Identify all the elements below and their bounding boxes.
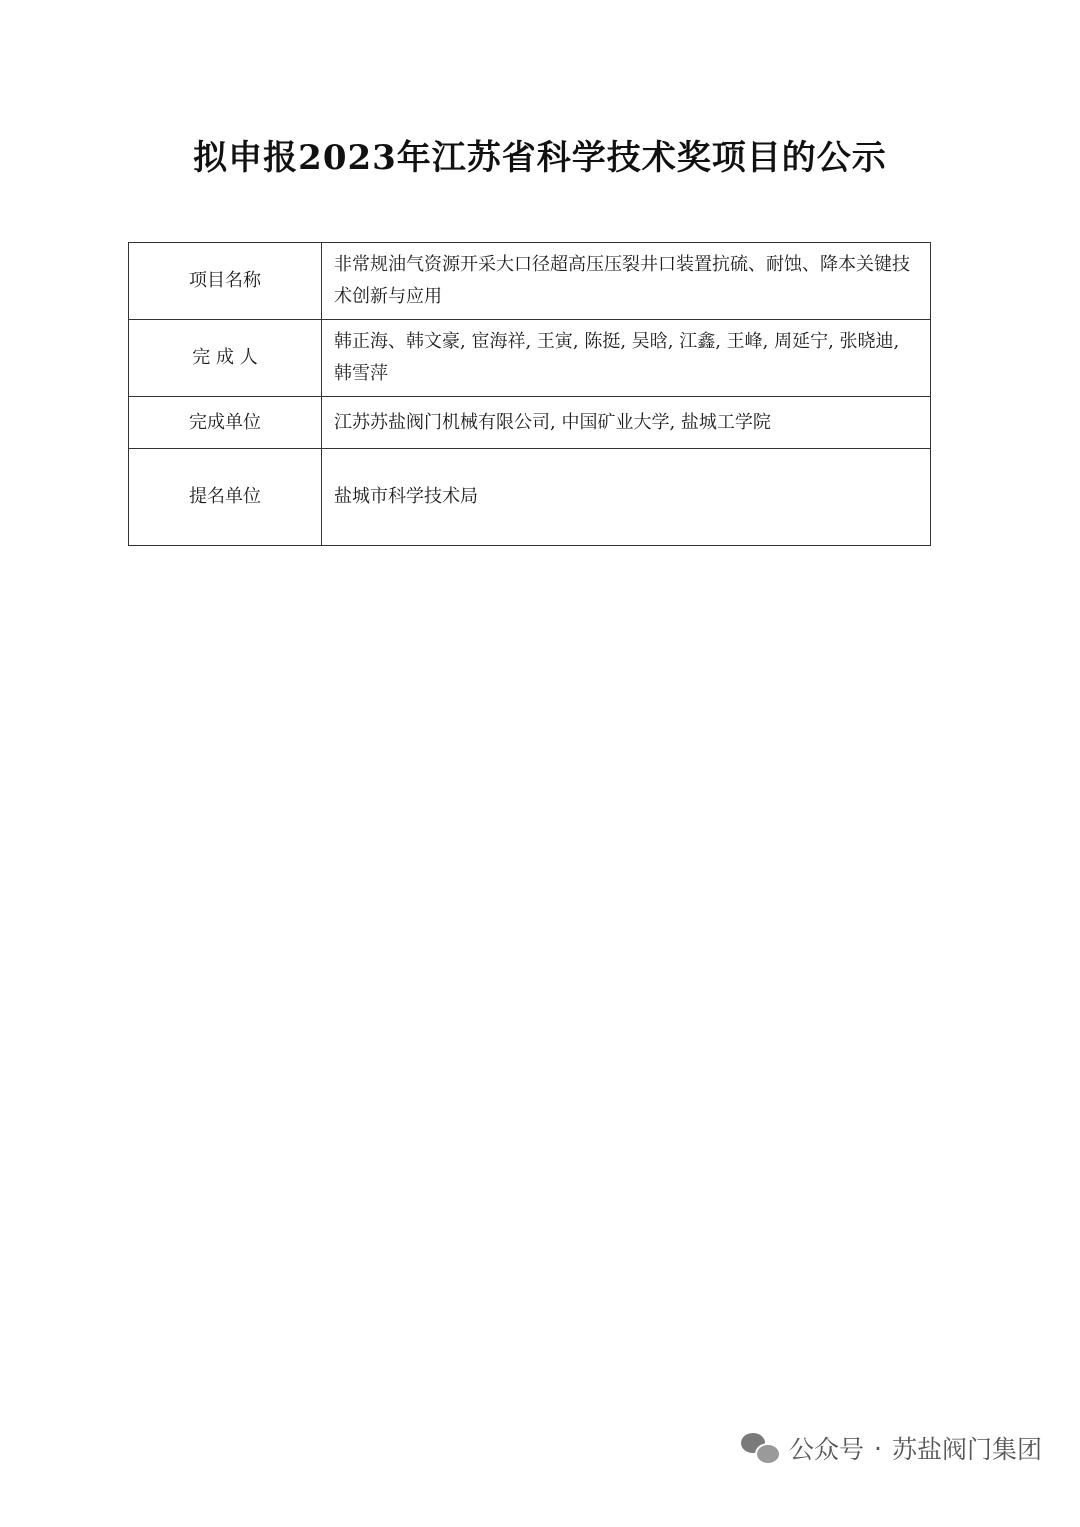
table-row-nominating-unit [129, 449, 931, 546]
completers-label: 完 成 人 [129, 320, 322, 397]
completing-units-value: 江苏苏盐阀门机械有限公司, 中国矿业大学, 盐城工学院 [322, 397, 931, 449]
wechat-account-watermark [741, 1428, 1042, 1468]
watermark-separator: · [874, 1433, 882, 1463]
wechat-icon [741, 1431, 781, 1465]
watermark-prefix: 公众号 [789, 1435, 865, 1464]
nominating-unit-label: 提名单位 [129, 449, 322, 546]
completing-units-label: 完成单位 [129, 397, 322, 449]
table-row-project-name [129, 243, 931, 320]
table-row-completing-units [129, 397, 931, 449]
project-name-label: 项目名称 [129, 243, 322, 320]
nominating-unit-value: 盐城市科学技术局 [322, 449, 931, 546]
project-name-value: 非常规油气资源开采大口径超高压压裂井口装置抗硫、耐蚀、降本关键技术创新与应用 [322, 243, 931, 320]
table-row-completers [129, 320, 931, 397]
page-title: 拟申报2023年江苏省科学技术奖项目的公示 [193, 138, 887, 178]
watermark-account-name: 苏盐阀门集团 [891, 1435, 1042, 1464]
completers-value: 韩正海、韩文豪, 宦海祥, 王寅, 陈挺, 吴晗, 江鑫, 王峰, 周延宁, 张晓迪, 韩雪萍 [322, 320, 931, 397]
info-table [128, 242, 931, 546]
